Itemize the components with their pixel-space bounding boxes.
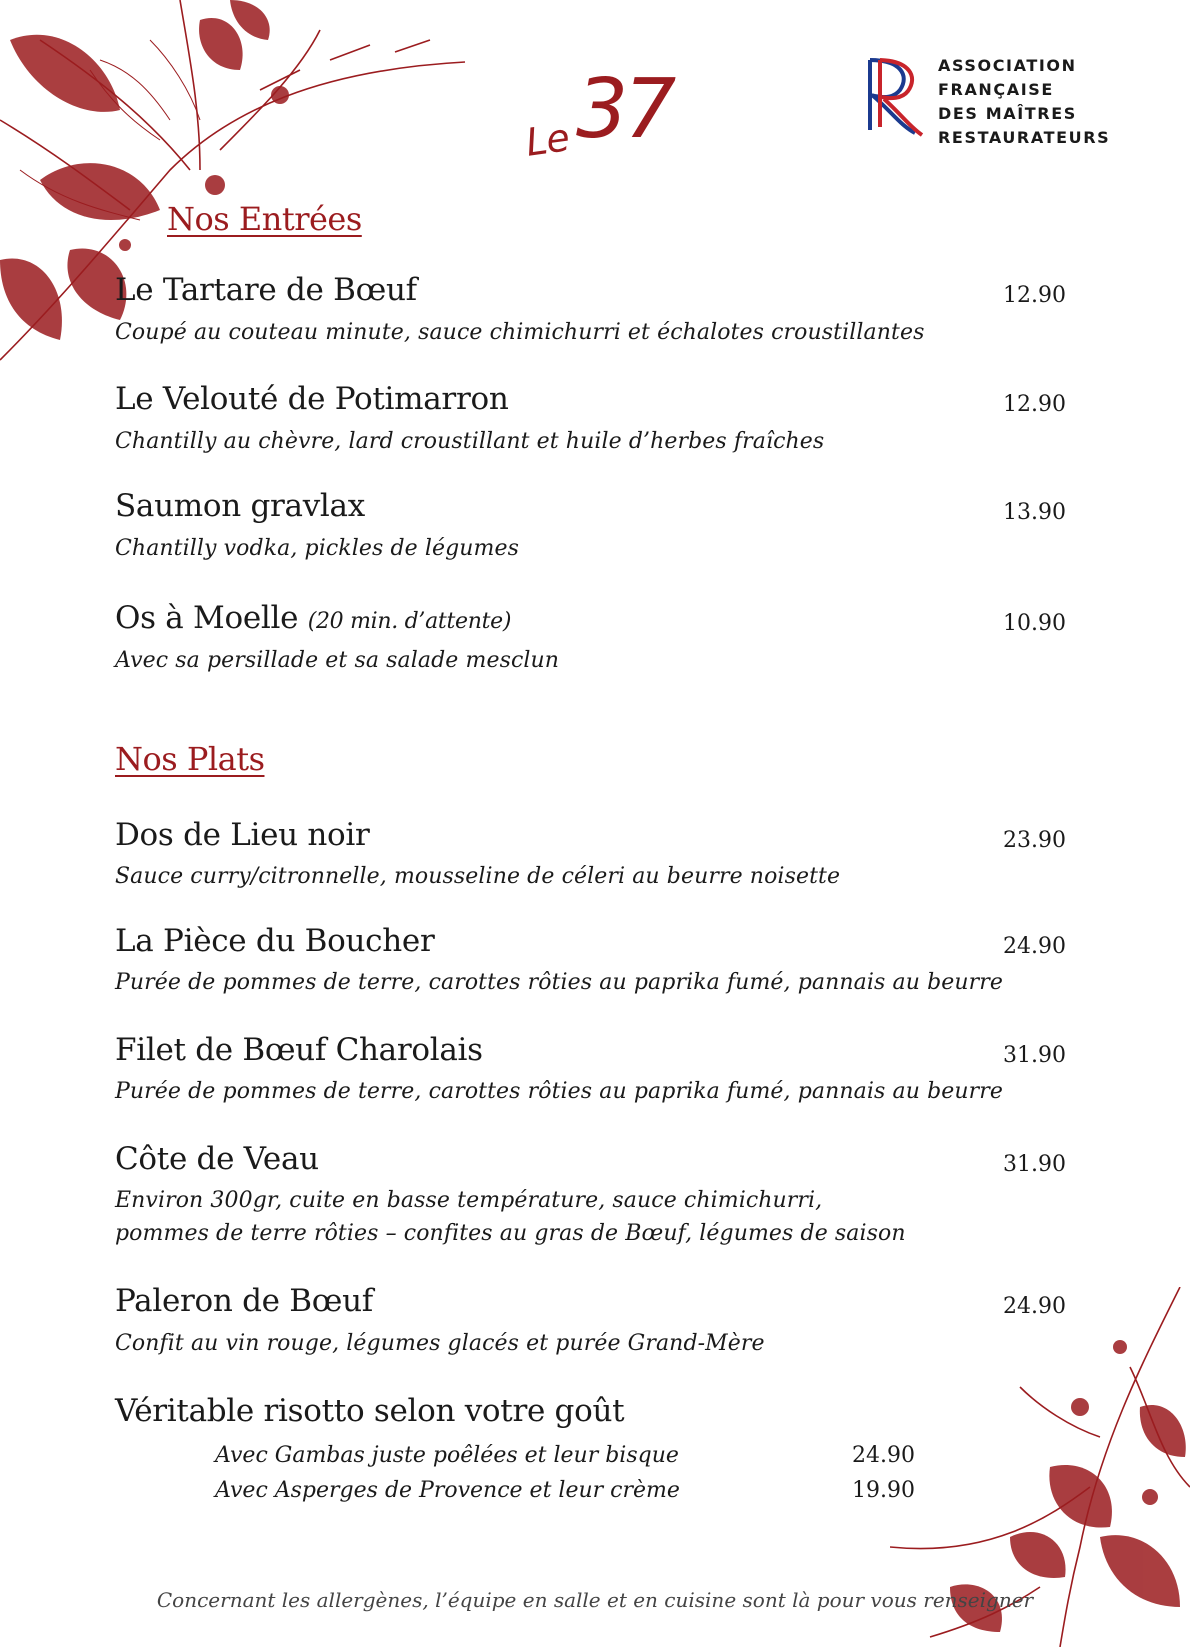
menu-item-name: Paleron de Bœuf xyxy=(115,1283,373,1319)
menu-item-description: Avec sa persillade et sa salade mesclun xyxy=(115,648,560,673)
menu-item-description: Coupé au couteau minute, sauce chimichurri et échalotes croustillantes xyxy=(115,320,925,345)
menu-item-description: Chantilly au chèvre, lard croustillant et huile d’herbes fraîches xyxy=(115,429,825,454)
menu-item-name: Dos de Lieu noir xyxy=(115,817,370,853)
association-line: FRANÇAISE xyxy=(938,80,1054,99)
menu-item-name: Os à Moelle (20 min. d’attente) xyxy=(115,600,512,636)
menu-item-price: 31.90 xyxy=(1003,1152,1066,1177)
menu-item-price: 12.90 xyxy=(1003,392,1066,417)
risotto-option-label: Avec Asperges de Provence et leur crème xyxy=(215,1478,680,1503)
logo-le: Le xyxy=(523,115,572,165)
menu-item-name-risotto: Véritable risotto selon votre goût xyxy=(115,1393,625,1429)
maitres-restaurateurs-logo-icon xyxy=(860,55,930,145)
association-line: RESTAURATEURS xyxy=(938,128,1111,147)
menu-item-price: 12.90 xyxy=(1003,283,1066,308)
association-name xyxy=(938,54,1110,150)
menu-item-name: Le Tartare de Bœuf xyxy=(115,272,417,308)
association-line: DES MAÎTRES xyxy=(938,104,1077,123)
association-line: ASSOCIATION xyxy=(938,56,1077,75)
menu-item-name: Le Velouté de Potimarron xyxy=(115,381,509,417)
risotto-option-label: Avec Gambas juste poêlées et leur bisque xyxy=(215,1443,679,1468)
section-title-plats: Nos Plats xyxy=(115,740,265,778)
menu-item-price: 24.90 xyxy=(1003,1294,1066,1319)
menu-item-price: 24.90 xyxy=(1003,934,1066,959)
risotto-option-price: 19.90 xyxy=(852,1478,915,1503)
menu-item-description: Sauce curry/citronnelle, mousseline de céleri au beurre noisette xyxy=(115,864,841,889)
menu-item-price: 10.90 xyxy=(1003,611,1066,636)
menu-item-price: 23.90 xyxy=(1003,828,1066,853)
menu-item-description: Environ 300gr, cuite en basse température, sauce chimichurri, xyxy=(115,1188,823,1213)
menu-item-name: Filet de Bœuf Charolais xyxy=(115,1032,483,1068)
menu-item-note: (20 min. d’attente) xyxy=(307,609,512,634)
risotto-option-price: 24.90 xyxy=(852,1443,915,1468)
menu-item-name: La Pièce du Boucher xyxy=(115,923,435,959)
section-title-entrees: Nos Entrées xyxy=(167,200,362,238)
allergen-notice: Concernant les allergènes, l’équipe en salle et en cuisine sont là pour vous renseigner xyxy=(156,1588,1034,1612)
logo-number: 37 xyxy=(576,62,673,157)
menu-item-description: Purée de pommes de terre, carottes rôties au paprika fumé, pannais au beurre xyxy=(115,1079,1003,1104)
menu-item-price: 13.90 xyxy=(1003,500,1066,525)
menu-item-description: Purée de pommes de terre, carottes rôties au paprika fumé, pannais au beurre xyxy=(115,970,1003,995)
menu-item-description: Chantilly vodka, pickles de légumes xyxy=(115,536,520,561)
menu-item-price: 31.90 xyxy=(1003,1043,1066,1068)
menu-item-description-line2: pommes de terre rôties – confites au gras de Bœuf, légumes de saison xyxy=(115,1221,906,1246)
menu-item-description: Confit au vin rouge, légumes glacés et purée Grand-Mère xyxy=(115,1331,765,1356)
menu-item-name: Côte de Veau xyxy=(115,1141,319,1177)
menu-item-name: Saumon gravlax xyxy=(115,488,365,524)
